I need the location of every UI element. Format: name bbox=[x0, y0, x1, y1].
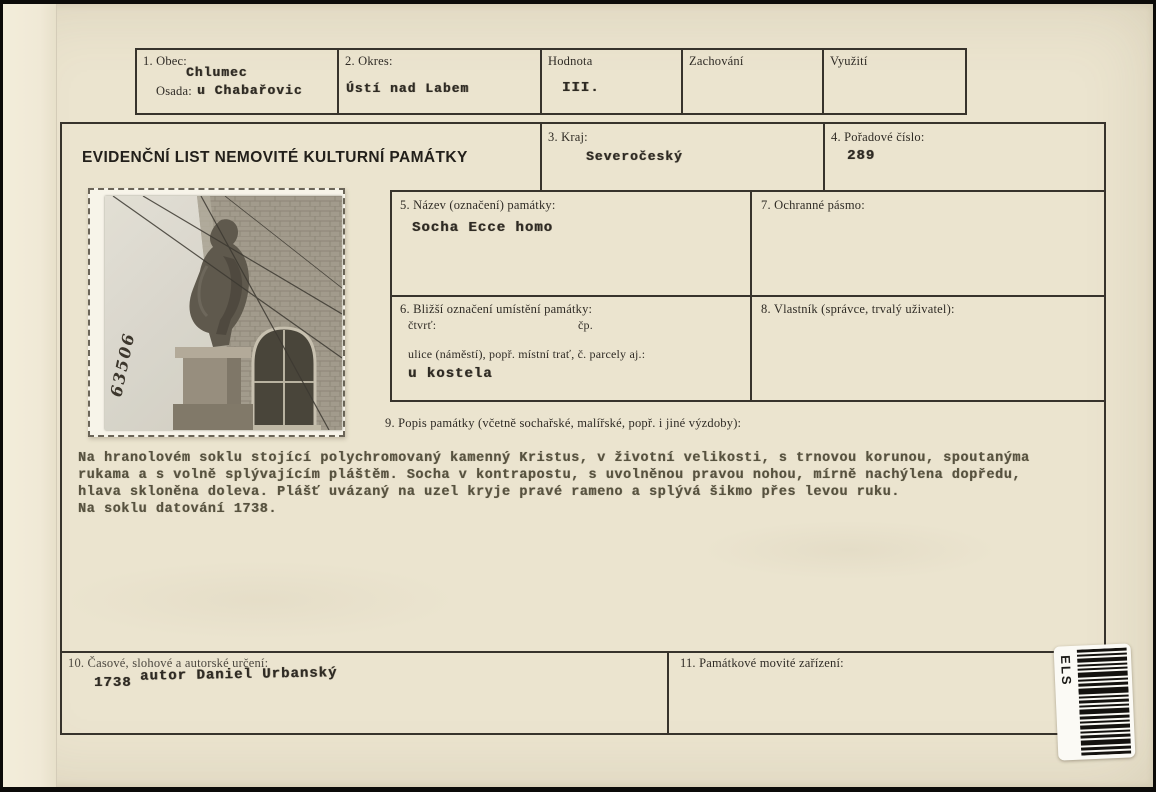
field-poradove-cislo-label: 4. Pořadové číslo: bbox=[831, 130, 925, 144]
field-casove-urceni-author: autor Daniel Urbanský bbox=[139, 665, 338, 685]
divider bbox=[390, 190, 392, 402]
field-blizsi-oznaceni-label: 6. Bližší označení umístění památky: bbox=[400, 302, 593, 316]
field-nazev-value: Socha Ecce homo bbox=[412, 220, 554, 236]
field-osada-value: u Chabařovic bbox=[197, 83, 303, 98]
field-ulice-value: u kostela bbox=[408, 366, 493, 382]
field-obec-value: Chlumec bbox=[186, 65, 248, 80]
photo-mount bbox=[88, 188, 345, 437]
paper-edge bbox=[3, 4, 57, 787]
field-pamatkove-zarizeni-label: 11. Památkové movité zařízení: bbox=[680, 656, 844, 670]
barcode-label: ELS bbox=[1057, 654, 1075, 687]
field-vlastnik-label: 8. Vlastník (správce, trvalý uživatel): bbox=[761, 302, 955, 316]
divider bbox=[540, 48, 542, 115]
field-okres-label: 2. Okres: bbox=[345, 54, 393, 68]
popis-line: rukama a s volně splývajícím pláštěm. Socha v kontrapostu, s uvolněnou pravou nohou, mírně nachýlena dopředu, bbox=[78, 468, 1021, 483]
field-poradove-cislo-value: 289 bbox=[847, 148, 876, 164]
statue-photo-image bbox=[105, 196, 342, 430]
field-nazev-label: 5. Název (označení) památky: bbox=[400, 198, 556, 212]
field-obec-label: 1. Obec: bbox=[143, 54, 187, 68]
barcode-sticker bbox=[1054, 643, 1136, 760]
form-title: EVIDENČNÍ LIST NEMOVITÉ KULTURNÍ PAMÁTKY bbox=[82, 149, 468, 166]
field-vyuziti-label: Využití bbox=[830, 54, 868, 68]
photo-inventory-number: 63506 bbox=[106, 330, 139, 399]
field-casove-urceni-label: 10. Časové, slohové a autorské určení: bbox=[68, 656, 269, 670]
field-cp-label: čp. bbox=[578, 318, 593, 332]
field-okres-value: Ústí nad Labem bbox=[346, 81, 470, 96]
field-ulice-label: ulice (náměstí), popř. místní trať, č. parcely aj.: bbox=[408, 347, 646, 361]
field-osada-label: Osada: bbox=[156, 84, 192, 98]
statue-photo bbox=[105, 196, 342, 430]
divider bbox=[667, 651, 669, 735]
popis-line: Na soklu datování 1738. bbox=[78, 502, 277, 517]
field-ochranne-pasmo-label: 7. Ochranné pásmo: bbox=[761, 198, 865, 212]
field-popis-label: 9. Popis památky (včetně sochařské, malířské, popř. i jiné výzdoby): bbox=[385, 416, 742, 430]
field-kraj-label: 3. Kraj: bbox=[548, 130, 588, 144]
popis-line: Na hranolovém soklu stojící polychromovaný kamenný Kristus, v životní velikosti, s trnovou korunou, spoutanýma bbox=[78, 451, 1030, 466]
divider bbox=[390, 190, 1106, 192]
field-hodnota-value: III. bbox=[562, 80, 600, 96]
field-casove-urceni-year: 1738 bbox=[94, 675, 132, 691]
field-kraj-value: Severočeský bbox=[586, 149, 683, 164]
divider bbox=[60, 651, 1106, 653]
divider bbox=[681, 48, 683, 115]
divider bbox=[750, 190, 752, 400]
popis-line: hlava skloněna doleva. Plášť uvázaný na uzel kryje pravé rameno a splývá šikmo přes levou ruku. bbox=[78, 485, 900, 500]
divider bbox=[390, 295, 1106, 297]
divider bbox=[822, 48, 824, 115]
divider bbox=[390, 400, 1106, 402]
field-zachovani-label: Zachování bbox=[689, 54, 744, 68]
divider bbox=[337, 48, 339, 115]
barcode-icon bbox=[1077, 648, 1132, 756]
field-ctvrt-label: čtvrť: bbox=[408, 318, 437, 332]
divider bbox=[540, 122, 542, 190]
divider bbox=[823, 122, 825, 190]
field-hodnota-label: Hodnota bbox=[548, 54, 593, 68]
